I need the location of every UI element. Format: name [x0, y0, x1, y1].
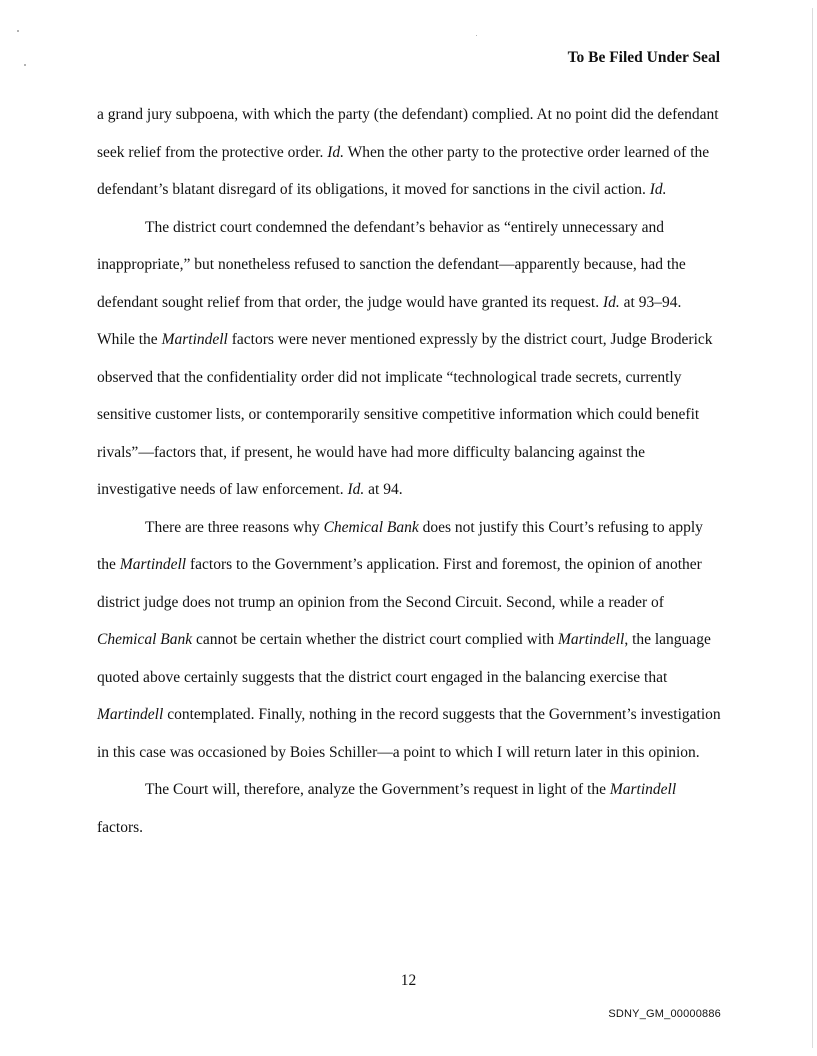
scan-speck: [17, 30, 19, 32]
scan-speck: [24, 64, 26, 66]
paragraph-text: , the language quoted above certainly suggests that the district court engaged in the balancing exercise that: [97, 631, 711, 686]
italic-citation: Chemical Bank: [97, 631, 193, 648]
bates-number: SDNY_GM_00000886: [608, 1008, 721, 1020]
paragraph-text: at 93–94. While the: [97, 293, 682, 348]
page-number: 12: [400, 972, 417, 989]
italic-citation: Id.: [327, 143, 345, 161]
seal-notice-header: To Be Filed Under Seal: [567, 49, 720, 66]
body-paragraph: [97, 96, 721, 209]
italic-citation: Chemical Bank: [323, 518, 419, 536]
paragraph-text: factors to the Government’s application. First and foremost, the opinion of another district judge does not trump an opinion from the Second Circuit. Second, while a reader of: [97, 556, 702, 611]
scan-edge-line: [812, 8, 813, 1048]
paragraph-text: at 94.: [364, 481, 403, 498]
paragraph-text: cannot be certain whether the district court complied with: [192, 631, 558, 648]
paragraph-text: The Court will, therefore, analyze the Government’s request in light of the: [145, 781, 610, 798]
paragraph-text: factors were never mentioned expressly by the district court, Judge Broderick observed that the confidentiality order did not implicate “technological trade secrets, currently sensitive customer lists, or contemporarily sensitive competitive information which could benefit rivals”—factors that, if present, he would have had more difficulty balancing against the investigative needs of law enforcement.: [97, 331, 713, 498]
paragraph-text: There are three reasons why: [145, 518, 324, 536]
italic-citation: Martindell: [97, 706, 164, 723]
italic-citation: Martindell: [609, 781, 677, 798]
body-paragraph: [97, 209, 721, 509]
opinion-body: [97, 96, 721, 846]
paragraph-text: The district court condemned the defendant’s behavior as “entirely unnecessary and inappropriate,” but nonetheless refused to sanction the defendant—apparently because, had the defendant sought relief from that order, the judge would have granted its request.: [97, 218, 686, 311]
italic-citation: Martindell: [161, 331, 228, 348]
italic-citation: Martindell: [119, 556, 187, 573]
paragraph-text: factors.: [97, 818, 144, 836]
body-paragraph: [97, 771, 721, 846]
italic-citation: Martindell: [558, 631, 625, 648]
paragraph-text: contemplated. Finally, nothing in the record suggests that the Government’s investigation in this case was occasioned by Boies Schiller—a point to which I will return later in this opinion.: [97, 706, 721, 761]
italic-citation: Id.: [649, 181, 667, 198]
scan-speck: [476, 35, 477, 36]
paragraph-text: does not justify this Court’s refusing to apply the: [97, 518, 703, 573]
italic-citation: Id.: [602, 293, 620, 311]
body-paragraph: [97, 509, 721, 772]
paragraph-text: a grand jury subpoena, with which the party (the defendant) complied. At no point did the defendant seek relief from the protective order.: [97, 106, 719, 161]
italic-citation: Id.: [347, 481, 365, 498]
paragraph-text: When the other party to the protective order learned of the defendant’s blatant disregard of its obligations, it moved for sanctions in the civil action.: [97, 143, 710, 198]
